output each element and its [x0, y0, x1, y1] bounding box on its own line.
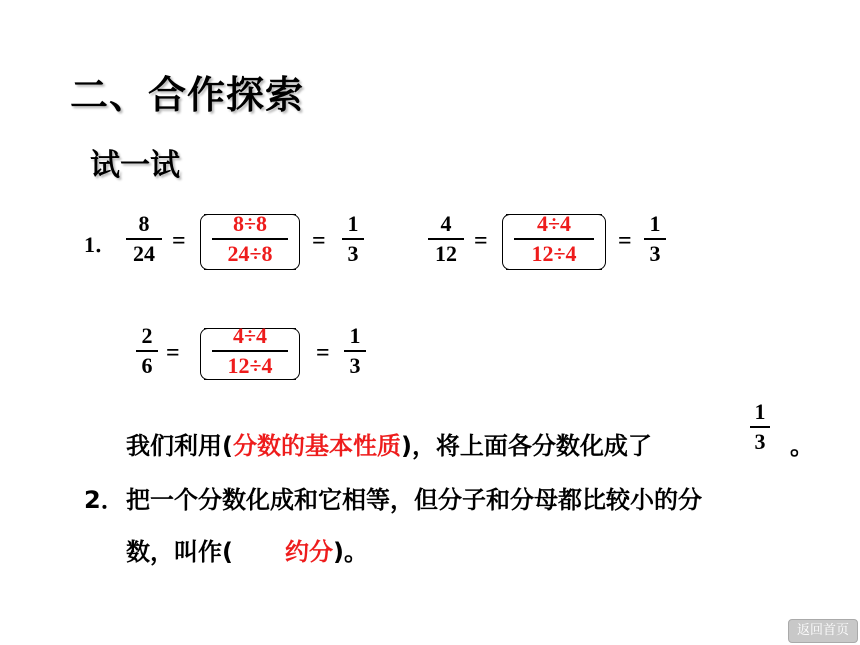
equals-sign: = [312, 228, 326, 254]
answer-reduction: 约分 [284, 538, 333, 566]
numerator: 1 [347, 211, 359, 236]
equals-sign: = [316, 340, 330, 366]
fraction-4-12 [428, 210, 464, 268]
numerator: 2 [141, 323, 153, 348]
fraction-2-6 [136, 322, 158, 380]
fraction-8-24 [126, 210, 162, 268]
question-2-number: 2． [84, 486, 125, 514]
left-bracket [502, 214, 511, 270]
numerator: 4÷4 [536, 211, 572, 236]
right-bracket [291, 214, 300, 270]
fraction-1-3 [344, 322, 366, 380]
numerator: 1 [754, 399, 766, 424]
numerator: 8 [138, 211, 150, 236]
numerator: 4÷4 [232, 323, 268, 348]
question-1-number: 1． [84, 232, 118, 257]
question-2-line2 [126, 532, 368, 567]
property-sentence [126, 426, 652, 461]
denominator: 3 [649, 241, 661, 266]
denominator: 3 [349, 353, 361, 378]
fraction-1-3 [750, 398, 770, 456]
numerator: 1 [349, 323, 361, 348]
denominator: 24 [133, 241, 155, 266]
numerator: 4 [440, 211, 452, 236]
denominator: 12÷4 [531, 241, 577, 266]
equals-sign: = [618, 228, 632, 254]
subheading: 试一试 [90, 148, 180, 183]
equals-sign: = [166, 340, 180, 366]
right-bracket [291, 328, 300, 380]
sentence-middle: )，将上面各分数化成了 [400, 432, 652, 460]
denominator: 3 [754, 429, 766, 454]
right-bracket [597, 214, 606, 270]
equals-sign: = [474, 228, 488, 254]
sentence-prefix: 我们利用( [126, 432, 233, 460]
home-button[interactable]: 返回首页 [788, 619, 858, 643]
denominator: 24÷8 [227, 241, 273, 266]
question-2-line1: 把一个分数化成和它相等，但分子和分母都比较小的分 [126, 486, 702, 514]
left-bracket [200, 328, 209, 380]
numerator: 8÷8 [232, 211, 268, 236]
denominator: 3 [347, 241, 359, 266]
fraction-1-3 [644, 210, 666, 268]
fraction-answer-8div8-24div8 [212, 210, 288, 268]
fraction-answer-4div4-12div4 [212, 322, 288, 380]
equals-sign: = [172, 228, 186, 254]
answer-basic-property: 分数的基本性质 [232, 432, 401, 460]
line2-end: )。 [332, 538, 368, 566]
section-heading: 二、合作探索 [70, 73, 305, 117]
denominator: 12÷4 [227, 353, 273, 378]
numerator: 1 [649, 211, 661, 236]
denominator: 6 [141, 353, 153, 378]
fraction-1-3 [342, 210, 364, 268]
sentence-end: 。 [790, 432, 814, 460]
denominator: 12 [435, 241, 457, 266]
left-bracket [200, 214, 209, 270]
line2-prefix: 数，叫作( [126, 538, 233, 566]
fraction-answer-4div4-12div4 [514, 210, 594, 268]
